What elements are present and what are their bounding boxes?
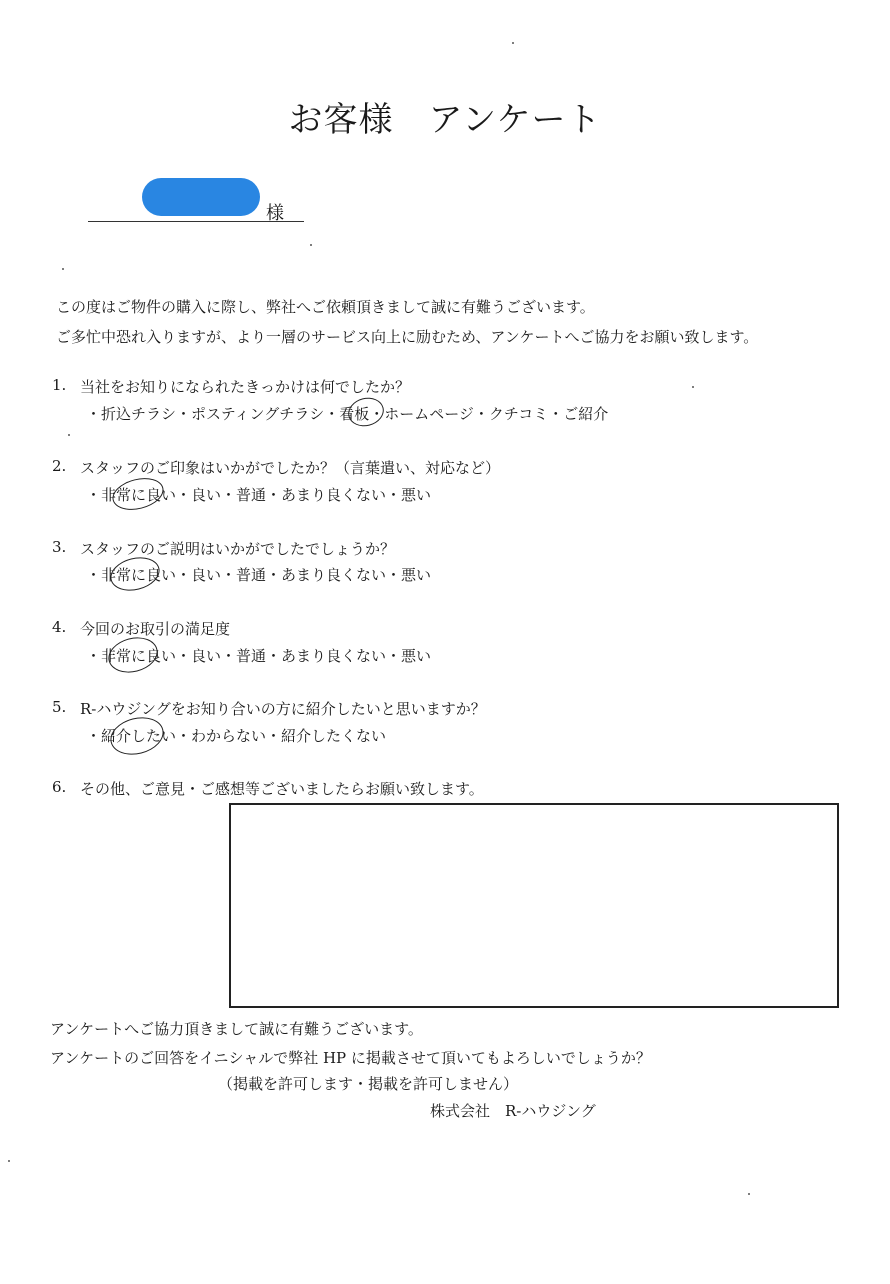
thanks-text: アンケートへご協力頂きまして誠に有難うございます。 xyxy=(50,1020,423,1038)
question-4-options[interactable]: ・非常に良い・良い・普通・あまり良くない・悪い xyxy=(86,647,432,665)
question-6-text: その他、ご意見・ご感想等ございましたらお願い致します。 xyxy=(80,780,484,798)
question-3-options[interactable]: ・非常に良い・良い・普通・あまり良くない・悪い xyxy=(86,566,432,584)
scan-speck xyxy=(310,244,312,246)
question-2-options[interactable]: ・非常に良い・良い・普通・あまり良くない・悪い xyxy=(86,486,432,504)
scan-speck xyxy=(68,434,70,436)
question-5-text: R-ハウジングをお知り合いの方に紹介したいと思いますか？ xyxy=(80,700,486,718)
scan-speck xyxy=(512,42,514,44)
answer-circle-2 xyxy=(109,473,167,515)
intro-line-2: ご多忙中恐れ入りますが、より一層のサービス向上に励むため、アンケートへご協力をお願い致します。 xyxy=(56,328,759,346)
company-name: 株式会社 R-ハウジング xyxy=(430,1102,596,1120)
question-1-text: 当社をお知りになられたきっかけは何でしたか？ xyxy=(80,378,411,396)
scan-speck xyxy=(8,1160,10,1162)
question-3-text: スタッフのご説明はいかがでしたでしょうか？ xyxy=(80,540,396,558)
scan-speck xyxy=(748,1193,750,1195)
comment-box[interactable] xyxy=(229,803,839,1008)
question-6-number: 6. xyxy=(52,778,67,796)
question-2-number: 2. xyxy=(52,457,67,475)
page-title: お客様 アンケート xyxy=(288,100,602,140)
question-2-text: スタッフのご印象はいかがでしたか？（言葉遣い、対応など） xyxy=(80,459,501,477)
question-5-number: 5. xyxy=(52,698,67,716)
question-4-text: 今回のお取引の満足度 xyxy=(80,620,231,638)
permission-question: アンケートのご回答をイニシャルで弊社 HP に掲載させて頂いてもよろしいでしょうか？ xyxy=(50,1049,651,1067)
recipient-suffix: 様 xyxy=(266,203,284,224)
permission-options[interactable]: （掲載を許可します・掲載を許可しません） xyxy=(218,1075,519,1093)
answer-circle-5 xyxy=(106,712,167,760)
scan-speck xyxy=(62,268,64,270)
intro-line-1: この度はご物件の購入に際し、弊社へご依頼頂きまして誠に有難うございます。 xyxy=(56,298,595,316)
question-1-number: 1. xyxy=(52,376,67,394)
question-1-options[interactable]: ・折込チラシ・ポスティングチラシ・看板・ホームページ・クチコミ・ご紹介 xyxy=(86,405,609,423)
redacted-name xyxy=(142,178,260,216)
question-4-number: 4. xyxy=(52,618,67,636)
question-5-options[interactable]: ・紹介したい・わからない・紹介したくない xyxy=(86,727,387,745)
scan-speck xyxy=(692,386,694,388)
answer-circle-1 xyxy=(345,394,387,430)
question-3-number: 3. xyxy=(52,538,67,556)
answer-circle-4 xyxy=(105,632,162,677)
